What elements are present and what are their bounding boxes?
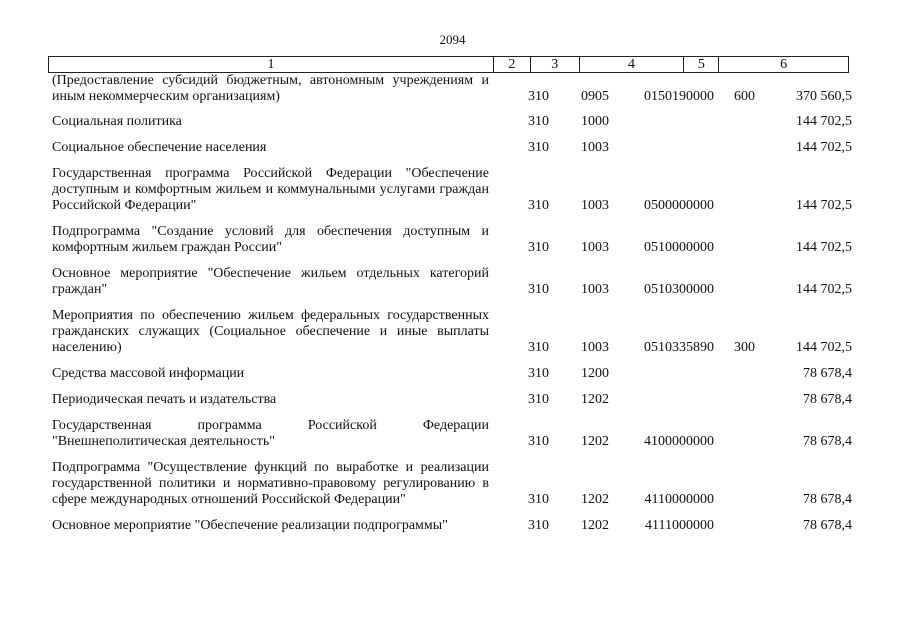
column-header-4: 4 bbox=[580, 57, 685, 72]
row-description: Подпрограмма "Осуществление функций по выработке и реализации государственной политики и нормативно-правовому регулированию в сфере международных отношений Российской Федерации" bbox=[52, 460, 489, 507]
column-header-5: 5 bbox=[684, 57, 719, 72]
row-amount: 144 702,5 bbox=[796, 198, 852, 213]
row-code-col3: 1003 bbox=[581, 240, 609, 255]
table-row bbox=[52, 418, 852, 450]
column-header-2: 2 bbox=[494, 57, 531, 72]
row-code-col2: 310 bbox=[528, 434, 549, 449]
table-row bbox=[52, 114, 852, 130]
table-row bbox=[52, 73, 852, 105]
row-description: Социальная политика bbox=[52, 114, 182, 129]
row-code-col2: 310 bbox=[528, 518, 549, 533]
row-code-col2: 310 bbox=[528, 140, 549, 155]
row-description: Мероприятия по обеспечению жильем федеральных государственных гражданских служащих (Социальное обеспечение и иные выплаты населению) bbox=[52, 308, 489, 355]
row-amount: 78 678,4 bbox=[803, 492, 852, 507]
table-column-header bbox=[48, 56, 849, 73]
row-code-col3: 1202 bbox=[581, 434, 609, 449]
row-description: Подпрограмма "Создание условий для обеспечения доступным и комфортным жильем граждан России" bbox=[52, 224, 489, 255]
column-header-1: 1 bbox=[49, 57, 494, 72]
row-code-col2: 310 bbox=[528, 198, 549, 213]
row-code-col4: 0510000000 bbox=[644, 240, 714, 255]
row-code-col2: 310 bbox=[528, 492, 549, 507]
row-amount: 78 678,4 bbox=[803, 518, 852, 533]
table-row bbox=[52, 518, 852, 534]
row-code-col2: 310 bbox=[528, 340, 549, 355]
table-row bbox=[52, 140, 852, 156]
row-code-col4: 4110000000 bbox=[644, 492, 714, 507]
page-number: 2094 bbox=[439, 32, 466, 47]
row-code-col4: 4100000000 bbox=[644, 434, 714, 449]
row-code-col4: 4111000000 bbox=[645, 518, 714, 533]
row-description: Основное мероприятие "Обеспечение реализации подпрограммы" bbox=[52, 518, 448, 533]
table-row bbox=[52, 266, 852, 298]
row-code-col2: 310 bbox=[528, 392, 549, 407]
row-description: Основное мероприятие "Обеспечение жильем отдельных категорий граждан" bbox=[52, 266, 489, 297]
row-code-col4: 0500000000 bbox=[644, 198, 714, 213]
row-description: Государственная программа Российской Федерации "Внешнеполитическая деятельность" bbox=[52, 418, 489, 449]
row-code-col3: 1003 bbox=[581, 282, 609, 297]
row-code-col4: 0150190000 bbox=[644, 89, 714, 104]
table-row bbox=[52, 224, 852, 256]
row-description: Государственная программа Российской Федерации "Обеспечение доступным и комфортным жильем и коммунальными услугами граждан Российской Федерации" bbox=[52, 166, 489, 213]
row-code-col3: 1202 bbox=[581, 518, 609, 533]
row-description: Периодическая печать и издательства bbox=[52, 392, 277, 407]
row-amount: 144 702,5 bbox=[796, 282, 852, 297]
row-description: (Предоставление субсидий бюджетным, автономным учреждениям и иным некоммерческим организациям) bbox=[52, 73, 489, 104]
row-amount: 144 702,5 bbox=[796, 240, 852, 255]
row-amount: 144 702,5 bbox=[796, 140, 852, 155]
row-code-col2: 310 bbox=[528, 114, 549, 129]
table-row bbox=[52, 366, 852, 382]
row-description: Социальное обеспечение населения bbox=[52, 140, 267, 155]
row-amount: 144 702,5 bbox=[796, 340, 852, 355]
row-description: Средства массовой информации bbox=[52, 366, 245, 381]
row-amount: 144 702,5 bbox=[796, 114, 852, 129]
row-amount: 78 678,4 bbox=[803, 366, 852, 381]
row-amount: 78 678,4 bbox=[803, 434, 852, 449]
row-code-col3: 1003 bbox=[581, 198, 609, 213]
table-row bbox=[52, 460, 852, 508]
row-amount: 370 560,5 bbox=[796, 89, 852, 104]
table-row bbox=[52, 308, 852, 356]
row-code-col3: 0905 bbox=[581, 89, 609, 104]
row-code-col3: 1000 bbox=[581, 114, 609, 129]
row-code-col3: 1003 bbox=[581, 340, 609, 355]
row-code-col3: 1200 bbox=[581, 366, 609, 381]
row-code-col3: 1202 bbox=[581, 392, 609, 407]
row-code-col2: 310 bbox=[528, 89, 549, 104]
budget-table-body bbox=[52, 73, 852, 544]
table-row bbox=[52, 166, 852, 214]
table-row bbox=[52, 392, 852, 408]
row-code-col2: 310 bbox=[528, 240, 549, 255]
row-code-col4: 0510335890 bbox=[644, 340, 714, 355]
row-amount: 78 678,4 bbox=[803, 392, 852, 407]
row-code-col3: 1202 bbox=[581, 492, 609, 507]
row-code-col4: 0510300000 bbox=[644, 282, 714, 297]
row-code-col2: 310 bbox=[528, 366, 549, 381]
row-code-col3: 1003 bbox=[581, 140, 609, 155]
row-code-col2: 310 bbox=[528, 282, 549, 297]
row-code-col5: 300 bbox=[734, 340, 755, 355]
column-header-3: 3 bbox=[531, 57, 580, 72]
row-code-col5: 600 bbox=[734, 89, 755, 104]
column-header-6: 6 bbox=[780, 57, 788, 72]
